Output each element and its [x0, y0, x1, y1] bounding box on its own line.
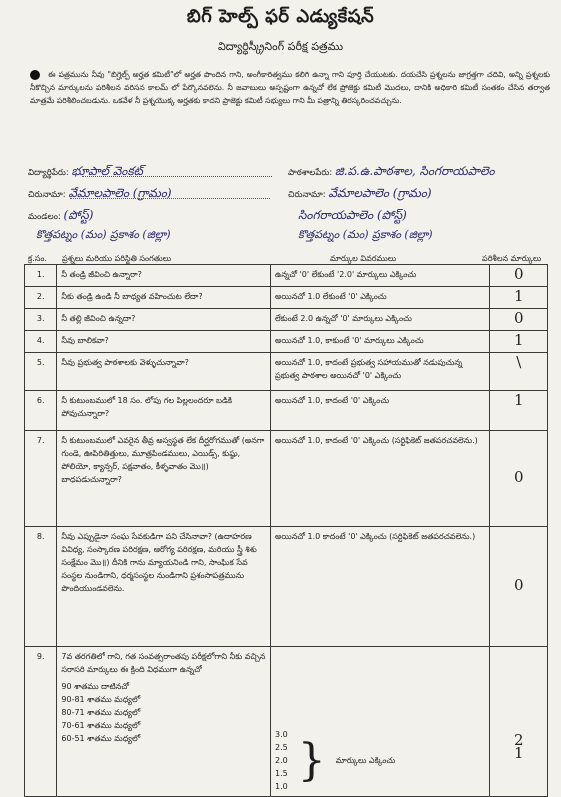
mark-value: 1 [513, 744, 524, 762]
district-field [36, 228, 171, 244]
table-row: 1. నీ తండ్రి జీవించి ఉన్నారా? ఉన్నచో '0' లేకుంటే '2.0' మార్కులు ఎక్కించు 0 [25, 265, 548, 287]
questions-table [24, 264, 548, 797]
table-row: 9. 7వ తరగతిలో గాని, గత సంవత్సరాంతపు పరీక్షలోగాని నీకు వచ్చిన సరాసరి మార్కులు ఈ క్రింది విధముగా ఉన్నచో 90 శాతము దాటినచో 90-81 శాతము మధ్యలో 80-71 శాతము మధ్యలో 70-61 శాతము మధ్యలో 60-51 శాతము మధ్యలో 3.0 2.5 2.0 1.5 1.0 } మార్కులు ఎక్కించు 2 1 [25, 647, 548, 797]
grade-range: 70-61 శాతము మధ్యలో [61, 721, 141, 730]
col-question: ప్రశ్నలు మరియు పరిస్థితి సంగతులు [62, 254, 172, 263]
col-rule: మార్కుల వివరములు [330, 254, 397, 263]
mark-value: 2 [513, 731, 524, 749]
school-name-value: జి.ప.ఉ.పాఠశాల, సింగరాయపాలెం [334, 164, 495, 178]
mark-value: \ [516, 353, 522, 371]
district-value: కొత్తపట్నం (మం) ప్రకాశం (జిల్లా) [36, 228, 171, 241]
mark-value: 1 [513, 331, 524, 349]
school-post-field [298, 208, 407, 225]
grade-range: 90 శాతము దాటినచో [61, 682, 129, 691]
student-name-field: విద్యార్థిపేరు: భూపాల్ వెంకట్ [28, 164, 143, 178]
grade-range: 60-51 శాతము మధ్యలో [61, 734, 141, 743]
grade-range: 90-81 శాతము మధ్యలో [61, 695, 141, 704]
grade-scores: 3.0 2.5 2.0 1.5 1.0 [275, 730, 288, 791]
school-name-field: పాఠశాలపేరు: జి.ప.ఉ.పాఠశాల, సింగరాయపాలెం [288, 164, 495, 178]
brace-icon: } [297, 734, 326, 786]
school-address-value: వేమాలపాలెం (గ్రామం) [328, 186, 432, 200]
instructions-paragraph: ఈ పత్రమును నీవు "బిగ్హెల్ప్ అర్హత కమిటీ"లో అర్హత పొందిన గాని, అంగీకారిత్వము కలిగి ఉన్నా గాని పూర్తి చేయుటకు. దయచేసి ప్రశ్నలను జాగ్రత్తగా చదివి, అన్ని ప్రశ్నలకు నీకొచ్చిన మార్కులను పరిశీలన వరిసన కాలమ్ లో పేర్కొనవలెను. నీ జవాబులు అస్పష్టంగా ఉన్నచో లేక ప్రోజెక్టు కమిటీ మొదలు, దానికి అధికారి కమిటీ సంతకం చేసిన తర్వాత మాత్రమే పరిశీలించబడును. ఒకవేళ నీ ప్రశ్నయొక్క అర్హతకు కాదని ప్రాజెక్టు కమిటీ సభ్యులు గాని మీ పత్రాన్ని తిరస్కరించవచ్చును. [30, 70, 550, 106]
table-row: 4. నీవు బాలికవా? అయినచో 1.0, కాకుంటే '0' మార్కులు ఎక్కించు 1 [25, 331, 548, 353]
school-district-field [298, 228, 433, 244]
table-row: 8. నీవు ఎప్పుడైనా సంఘ సేవకుడిగా పని చేసినావా? (ఉదాహరణ వివిధ్య, సంస్కారణ పరిరక్షణ, ఆరోగ్య పరిరక్షణ, మరియు స్త్రీ శిశు సంక్షేమం మొ॥) దీనికి గాను మ్యాయనిండి గాని, సాంఘిక సేవ సంస్థల నుండిగాని, ధర్మసంస్థల నుండిగాని ప్రశంసాపత్రమును పొందియుండవలెను. అయినచో 1.0 కాదంటే '0' ఎక్కించు (సర్టిఫికెట్ జతపరచవలెను.) 0 [25, 527, 548, 647]
divider [70, 198, 270, 199]
divider [82, 176, 272, 177]
mark-value: 0 [513, 265, 524, 283]
table-row: 2. నీకు తండ్రి ఉండి నీ బాధ్యత వహించుట లేదా? అయినచో 1.0 లేకుంటే '0' ఎక్కించు 1 [25, 287, 548, 309]
table-row: 5. నీవు ప్రభుత్వ పాఠశాలకు వెళ్ళుచున్నావా? అయినచో 1.0, కాదంటే ప్రభుత్వ సహాయముతో నడుపుచున్న ప్రభుత్వ పాఠశాల అయినచో '0' ఎక్కించు \ [25, 353, 548, 391]
form-subtitle: విద్యార్ధిస్క్రీనింగ్ పరీక్ష పత్రము [217, 40, 344, 53]
mark-value: 1 [513, 391, 524, 409]
q9-text: 7వ తరగతిలో గాని, గత సంవత్సరాంతపు పరీక్షలోగాని నీకు వచ్చిన సరాసరి మార్కులు ఈ క్రింది విధముగా ఉన్నచో [61, 652, 266, 674]
mark-value: 0 [513, 468, 524, 486]
col-marks: పరిశీలన మార్కులు [482, 254, 542, 263]
table-row: 3. నీ తల్లి జీవించి ఉన్నదా? లేకుంటే 2.0 ఉన్నచో '0' మార్కులు ఎక్కించు 0 [25, 309, 548, 331]
school-district-value: కొత్తపట్నం (మం) ప్రకాశం (జిల్లా) [298, 228, 433, 241]
mark-value: 1 [513, 287, 524, 305]
form-title: బిగ్ హెల్ప్ ఫర్ ఎడ్యుకేషన్ [186, 6, 375, 27]
grade-range: 80-71 శాతము మధ్యలో [61, 708, 141, 717]
table-row: 6. నీ కుటుంబములో 18 సం. లోపు గల పిల్లలందరూ బడికి పోవుచున్నారా? అయినచో 1.0, కాదంటే '0' ఎక్కించు 1 [25, 391, 548, 431]
grade-list [61, 680, 266, 745]
student-name-value: భూపాల్ వెంకట్ [71, 164, 143, 178]
table-row: 7. నీ కుటుంబములో ఎవరైన తీవ్ర అస్వస్థత లేక దీర్ఘరోగముతో (అనగా గుండె, ఊపిరితిత్తులు, మూత్రపిండములు, ఎయిడ్స్, కుష్ఠు, పోలియో, క్యాన్సర్, పక్షవాతం, కీళ్ళవాతం మొ॥) బాధపడుచున్నారా? అయినచో 1.0, కాదంటే '0' ఎక్కించు (సర్టిఫికెట్ జతపరచవలెను.) 0 [25, 431, 548, 527]
q9-rule: మార్కులు ఎక్కించు [335, 756, 396, 765]
post-field: మండలం: (పోస్ట్) [28, 208, 94, 222]
mark-value: 0 [513, 309, 524, 327]
mark-value: 0 [513, 576, 524, 594]
post-value: (పోస్ట్) [63, 208, 94, 222]
col-sno: క్ర.సం. [28, 254, 47, 263]
address-field: చిరునామా: వేమాలపాలెం (గ్రామం) [28, 186, 172, 200]
school-address-field: చిరునామా: వేమాలపాలెం (గ్రామం) [288, 186, 432, 200]
school-post-value: సింగరాయపాలెం (పోస్ట్) [298, 208, 407, 222]
address-value: వేమాలపాలెం (గ్రామం) [68, 186, 172, 200]
